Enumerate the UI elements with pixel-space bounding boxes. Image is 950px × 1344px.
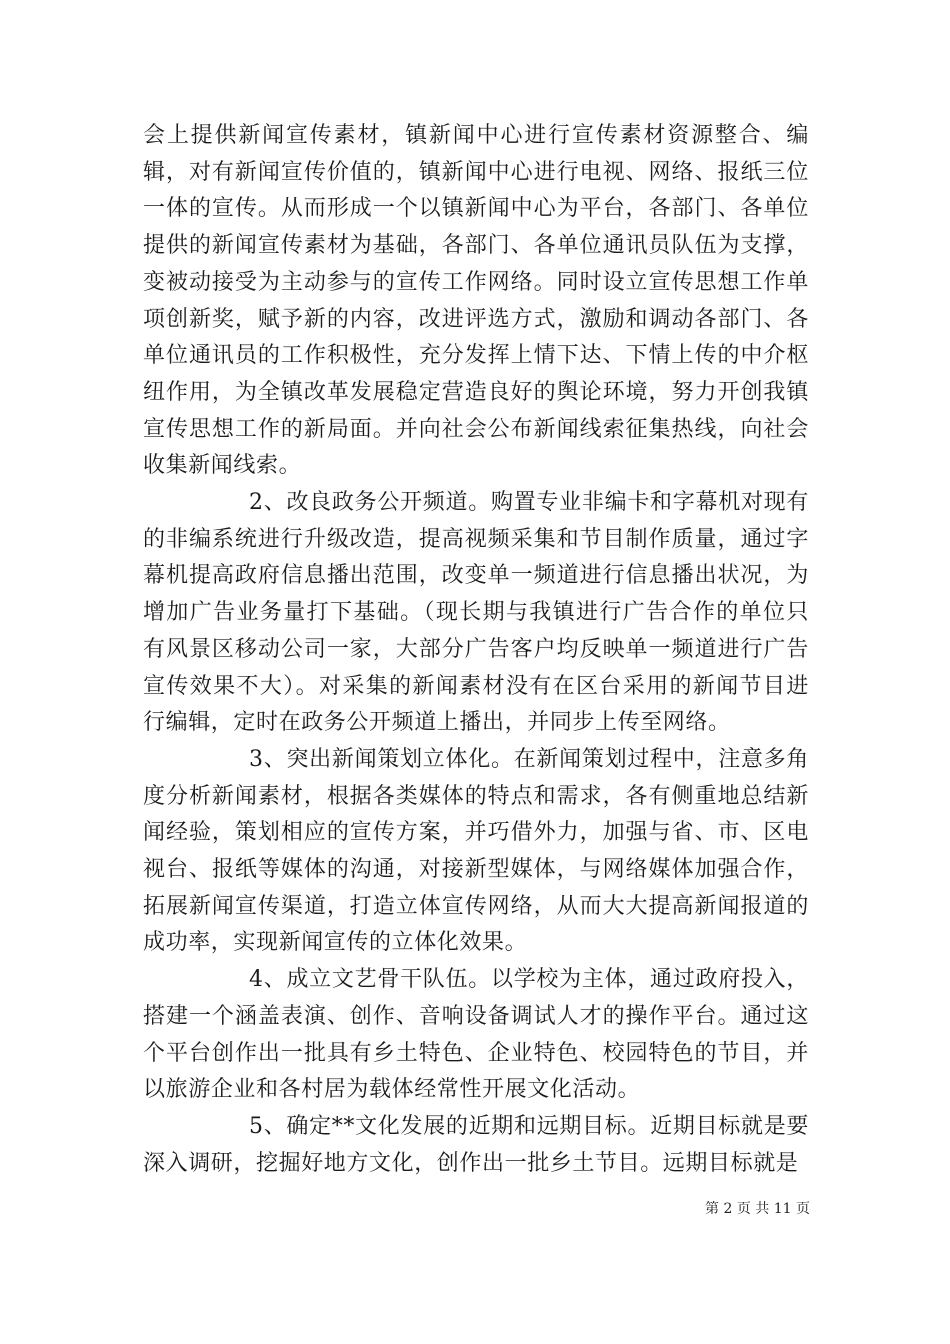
page-number-footer: 第 2 页 共 11 页: [705, 1201, 810, 1217]
paragraph-item-2: 2、改良政务公开频道。购置专业非编卡和字幕机对现有的非编系统进行升级改造，提高视频采集和节目制作质量，通过字幕机提高政府信息播出范围，改变单一频道进行信息播出状况，为增加广告业务量打下基础。（现长期与我镇进行广告合作的单位只有风景区移动公司一家，大部分广告客户均反映单一频道进行广告宣传效果不大）。对采集的新闻素材没有在区台采用的新闻节目进行编辑，定时在政务公开频道上播出，并同步上传至网络。: [143, 490, 809, 736]
paragraph-item-4: 4、成立文艺骨干队伍。以学校为主体，通过政府投入，搭建一个涵盖表演、创作、音响设备调试人才的操作平台。通过这个平台创作出一批具有乡土特色、企业特色、校园特色的节目，并以旅游企业和各村居为载体经常性开展文化活动。: [143, 967, 809, 1103]
paragraph-item-3: 3、突出新闻策划立体化。在新闻策划过程中，注意多角度分析新闻素材，根据各类媒体的特点和需求，各有侧重地总结新闻经验，策划相应的宣传方案，并巧借外力，加强与省、市、区电视台、报纸等媒体的沟通，对接新型媒体，与网络媒体加强合作，拓展新闻宣传渠道，打造立体宣传网络，从而大大提高新闻报道的成功率，实现新闻宣传的立体化效果。: [143, 746, 809, 956]
document-body: [143, 118, 809, 1182]
paragraph-continuation: 会上提供新闻宣传素材，镇新闻中心进行宣传素材资源整合、编辑，对有新闻宣传价值的，镇新闻中心进行电视、网络、报纸三位一体的宣传。从而形成一个以镇新闻中心为平台，各部门、各单位提供的新闻宣传素材为基础，各部门、各单位通讯员队伍为支撑，变被动接受为主动参与的宣传工作网络。同时设立宣传思想工作单项创新奖，赋予新的内容，改进评选方式，激励和调动各部门、各单位通讯员的工作积极性，充分发挥上情下达、下情上传的中介枢纽作用，为全镇改革发展稳定营造良好的舆论环境，努力开创我镇宣传思想工作的新局面。并向社会公布新闻线索征集热线，向社会收集新闻线索。: [143, 123, 809, 479]
paragraph-item-5: 5、确定**文化发展的近期和远期目标。近期目标就是要深入调研，挖掘好地方文化，创作出一批乡土节目。远期目标就是: [143, 1113, 809, 1176]
